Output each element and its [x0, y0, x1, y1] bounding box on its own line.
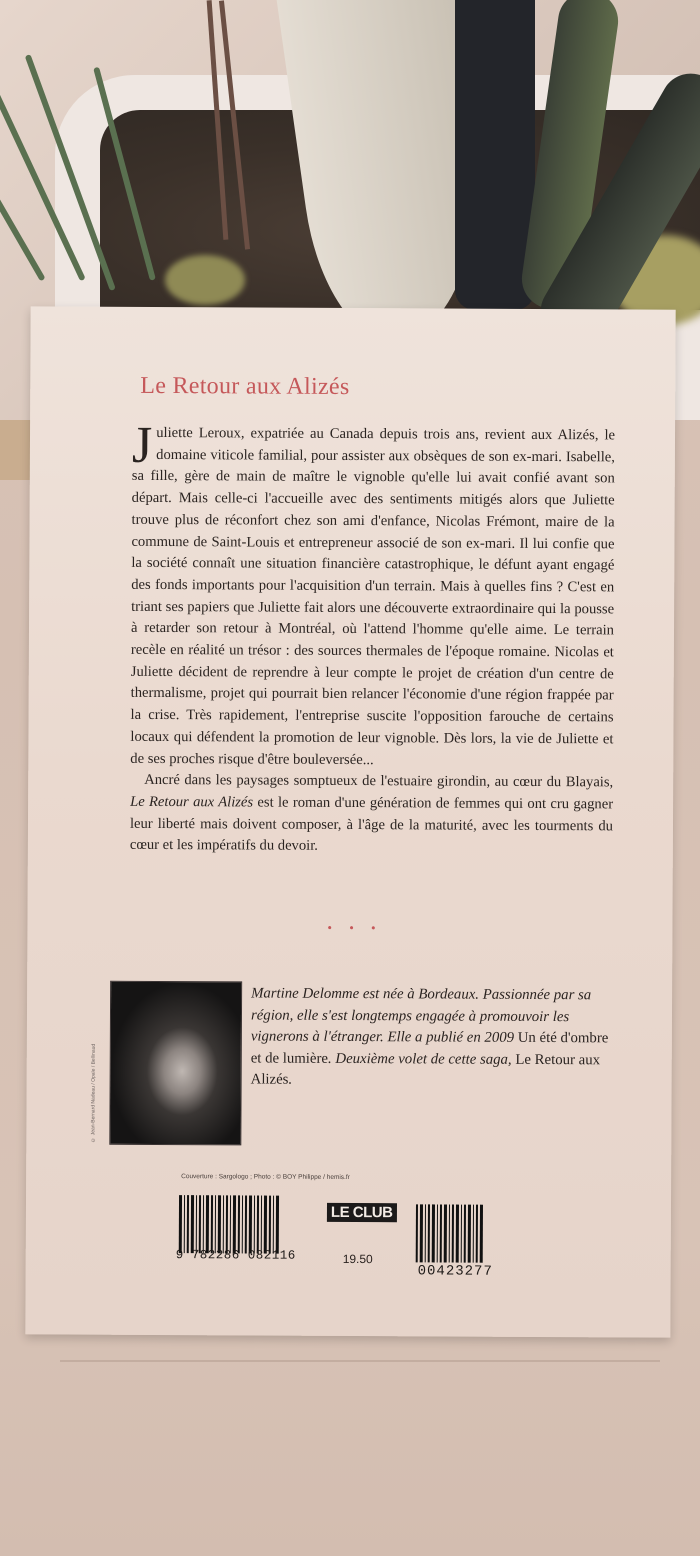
text: Un été d'ombre et de lumière — [250, 1030, 609, 1067]
synopsis-paragraph-1: uliette Leroux, expatriée au Canada depuis trois ans, revient aux Alizés, le domaine viticole familial, pour assister aux obsèques de son ex-mari. Isabelle, sa fille, gère de main de maître le vignoble qu'elle lui avait confié avant son départ. Mais celle-ci l'accueille avec des sentiments mitigés alors que Juliette trouve plus de réconfort chez son ami d'enfance, Nicolas Frémont, maire de la commune de Saint-Louis et entrepreneur associé de son ex-mari. Il lui confie que la société connaît une situation financière catastrophique, le défunt ayant engagé des fonds importants pour l'acquisition d'un terrain. Mais à quelles fins ? C'est en triant ses papiers que Juliette fait alors une découverte extraordinaire qui la pousse à retarder son retour à Montréal, où l'attend l'homme qu'elle aime. Le terrain recèle en réalité un trésor : des sources thermales de l'époque romaine. Nicolas et Juliette décident de reprendre à leur compte le projet de création d'un centre de thermalisme, projet qui pourrait bien relancer l'économie d'une région frappée par la crise. Très rapidement, l'entreprise suscite l'opposition farouche de certains locaux qui défendent la promotion de leur vignoble. Dès lors, la vie de Juliette et de ses proches risque d'être bouleversée... — [130, 424, 616, 768]
moss — [165, 255, 245, 305]
text: . — [288, 1072, 293, 1089]
dropcap: J — [131, 416, 153, 474]
price: 19.50 — [342, 1251, 373, 1267]
text: Ancré dans les paysages somptueux de l'estuaire girondin, au cœur du Blayais, — [144, 772, 614, 791]
isbn-number: 9 782286 082116 — [175, 1248, 296, 1263]
text: est le roman d'une génération de femmes qui ont cru gagner leur liberté mais doivent composer, à l'âge de la maturité, avec les tourments du cœur et les impératifs du devoir. — [129, 794, 614, 855]
isbn-barcode — [179, 1195, 307, 1254]
separator-dots: • • • — [327, 919, 383, 936]
club-code: 00423277 — [417, 1263, 493, 1280]
photo-credit: © Jean-Bernard Nadeau / Opale / Bellinaud — [90, 1043, 97, 1143]
text: Martine Delomme est née à Bordeaux. Passionnée par sa région, elle s'est longtemps engagée à promouvoir les vignerons à l'étranger. Elle a publié en 2009 — [250, 985, 592, 1047]
author-bio — [251, 983, 612, 1093]
club-barcode — [416, 1204, 511, 1262]
synopsis-paragraph-2 — [130, 770, 613, 859]
book-back-cover — [25, 306, 675, 1337]
text: Le Retour aux Alizés — [250, 1051, 601, 1089]
author-photo — [109, 981, 242, 1146]
table-line — [60, 1360, 660, 1362]
italic-title: Le Retour aux Alizés — [130, 793, 254, 811]
cover-credits: Couverture : Sargologo ; Photo : © BOY Philippe / hemis.fr — [181, 1173, 350, 1182]
book-title: Le Retour aux Alizés — [140, 372, 350, 400]
synopsis — [129, 416, 616, 860]
text: . Deuxième volet de cette saga, — [327, 1050, 516, 1068]
le-club-logo: LE CLUB — [327, 1203, 397, 1222]
